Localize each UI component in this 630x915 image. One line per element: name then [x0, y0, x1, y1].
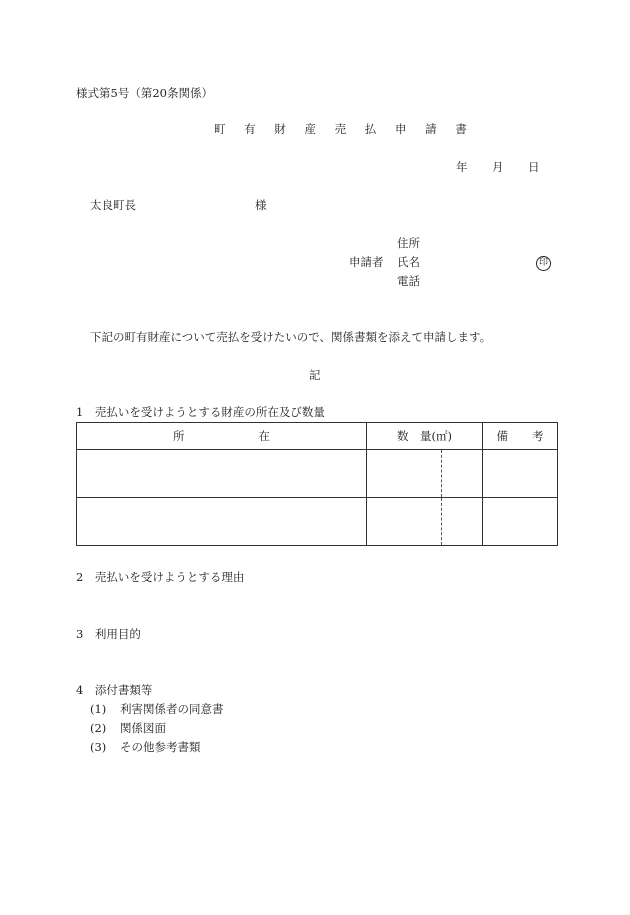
header-location — [77, 423, 367, 450]
header-remarks-2: 考 — [532, 429, 544, 443]
header-quantity: 数 量(㎡) — [367, 423, 483, 450]
location-cell[interactable] — [77, 498, 367, 546]
ki-heading: 記 — [309, 368, 321, 382]
date-day: 日 — [528, 160, 540, 174]
attachment-item: その他参考書類 — [120, 740, 201, 754]
title-char: 申 — [394, 122, 407, 136]
addressee-name: 太良町長 — [90, 198, 136, 212]
section-1-heading: 1 売払いを受けようとする財産の所在及び数量 — [76, 405, 325, 419]
date-year: 年 — [456, 160, 468, 174]
attachment-item: 関係図面 — [120, 721, 166, 735]
attachment-num: (1) — [90, 702, 107, 716]
title-char: 売 — [334, 122, 347, 136]
header-remarks — [483, 423, 558, 450]
applicant-phone-label: 電話 — [397, 274, 420, 288]
form-number: 様式第5号（第20条関係） — [76, 86, 213, 100]
header-remarks-1: 備 — [496, 429, 508, 443]
asset-table — [76, 422, 558, 546]
date-month: 月 — [492, 160, 504, 174]
addressee-honorific: 様 — [255, 198, 267, 212]
title-char: 財 — [274, 122, 286, 136]
quantity-divider — [441, 450, 442, 497]
header-location-1: 所 — [173, 429, 185, 443]
intro-text: 下記の町有財産について売払を受けたいので、関係書類を添えて申請します。 — [90, 330, 492, 344]
table-row — [77, 498, 558, 546]
applicant-address-label: 住所 — [397, 236, 420, 250]
title-char: 請 — [425, 122, 437, 136]
table-row — [77, 450, 558, 498]
location-cell[interactable] — [77, 450, 367, 498]
form-title — [214, 122, 482, 136]
remarks-cell[interactable] — [483, 450, 558, 498]
applicant-name-label: 氏名 — [397, 255, 420, 269]
remarks-cell[interactable] — [483, 498, 558, 546]
attachment-num: (2) — [90, 721, 107, 735]
header-location-2: 在 — [258, 429, 270, 443]
seal-mark — [536, 254, 551, 271]
seal-icon: 印 — [536, 256, 551, 271]
title-char: 払 — [364, 122, 377, 136]
attachment-num: (3) — [90, 740, 107, 754]
quantity-cell[interactable] — [367, 498, 483, 546]
title-char: 産 — [304, 122, 316, 136]
table-header-row — [77, 423, 558, 450]
attachment-item: 利害関係者の同意書 — [120, 702, 224, 716]
quantity-divider — [441, 498, 442, 545]
quantity-cell[interactable] — [367, 450, 483, 498]
title-char: 書 — [455, 122, 467, 136]
section-4-heading: 4 添付書類等 — [76, 683, 153, 697]
title-char: 有 — [244, 122, 256, 136]
section-2-heading: 2 売払いを受けようとする理由 — [76, 570, 245, 584]
section-3-heading: 3 利用目的 — [76, 627, 141, 641]
title-char: 町 — [214, 122, 226, 136]
applicant-label: 申請者 — [349, 255, 384, 269]
